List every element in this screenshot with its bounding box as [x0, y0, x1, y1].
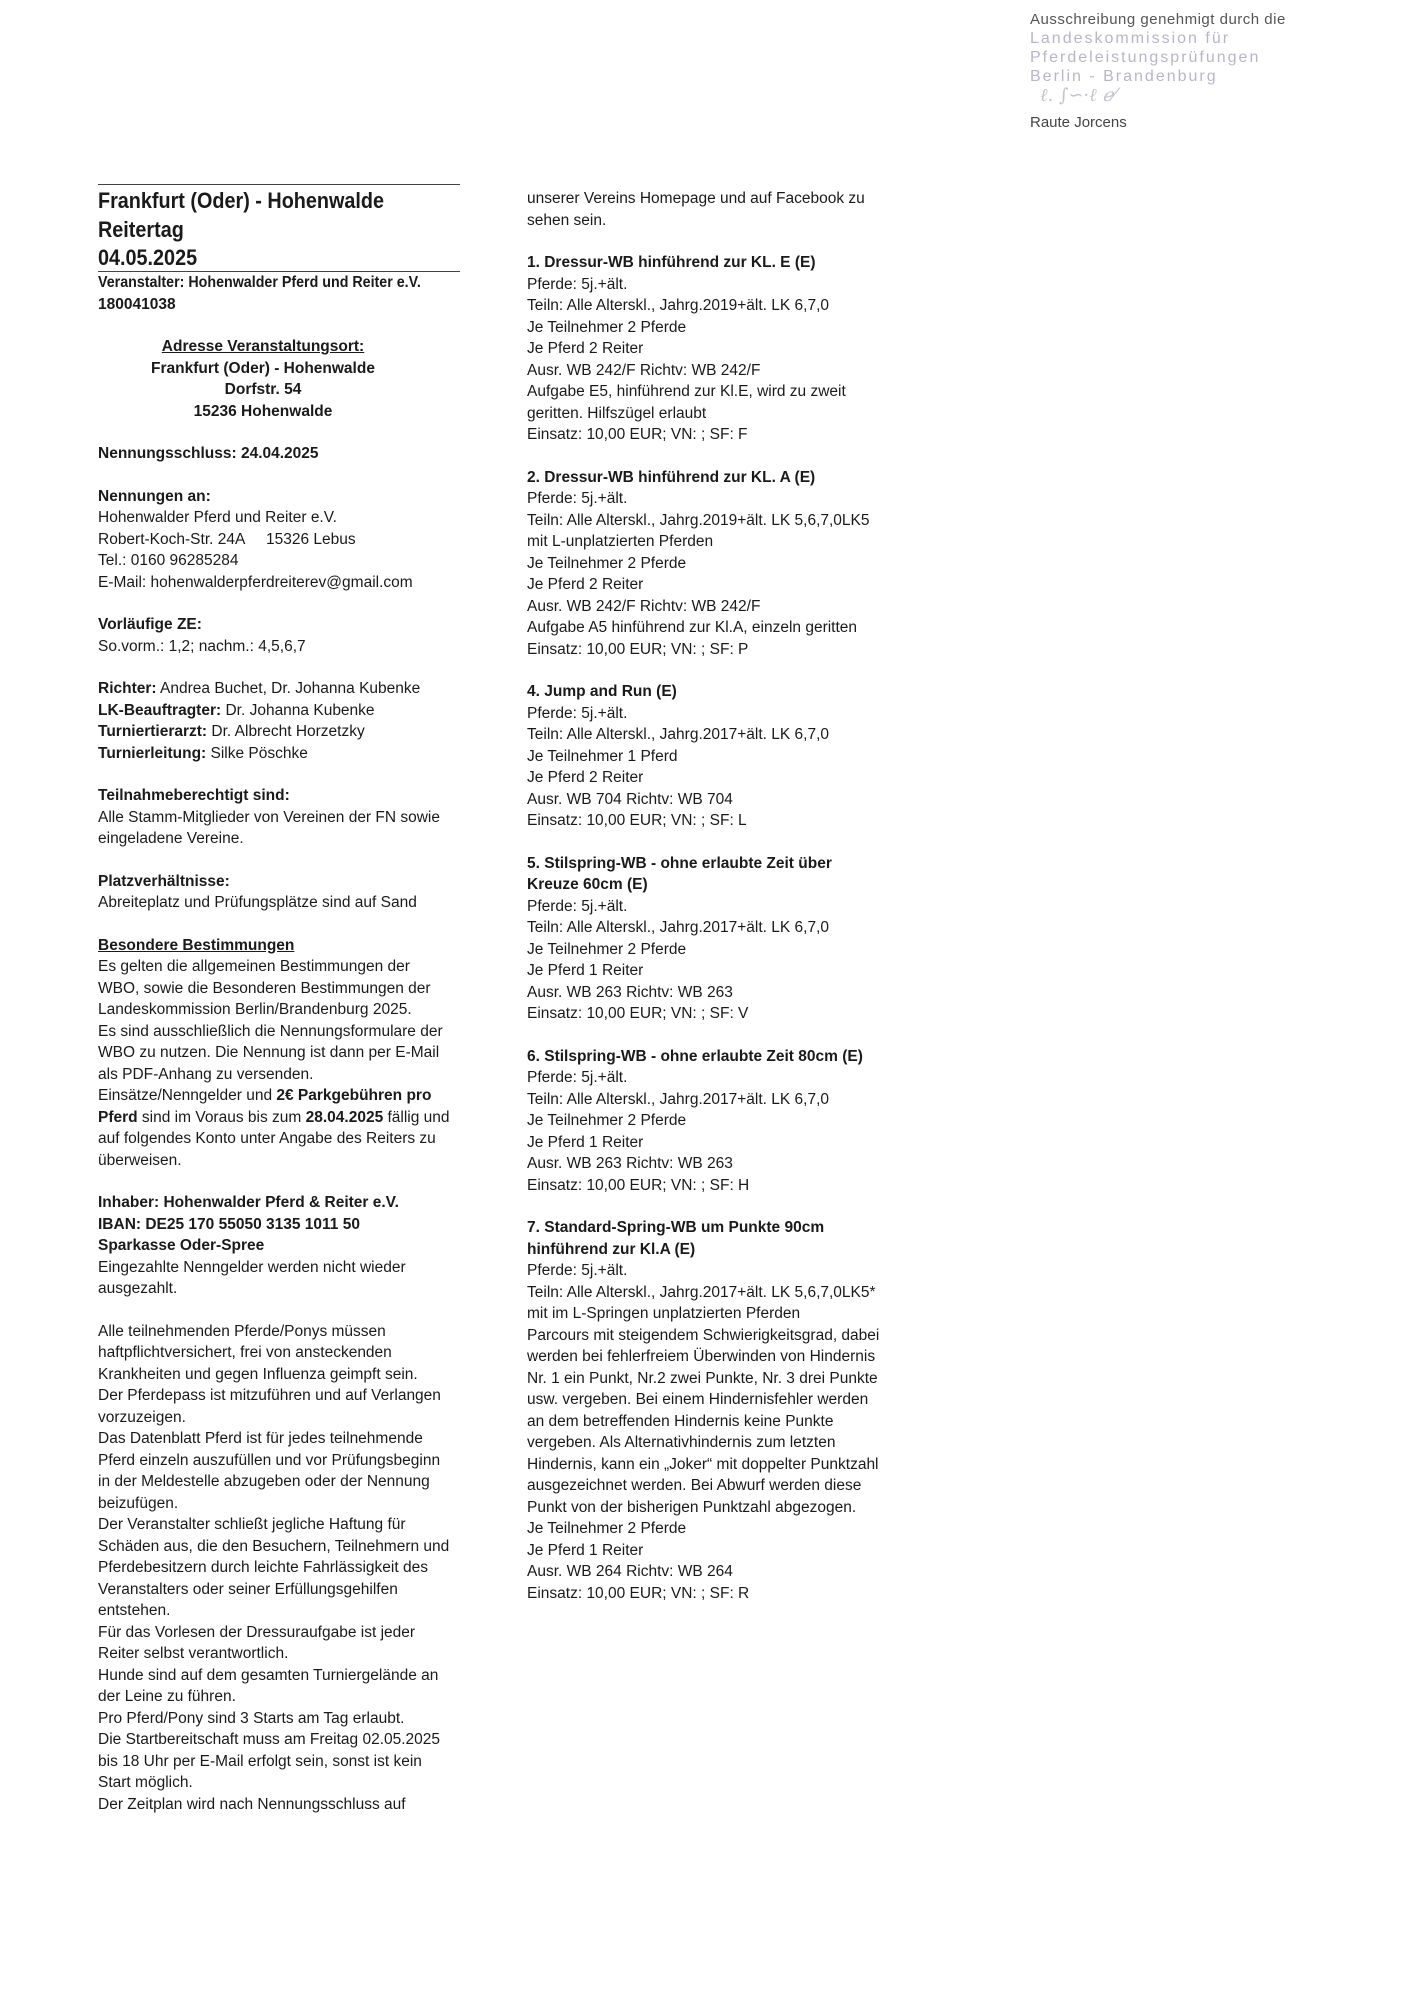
- venue-line: 15236 Hohenwalde: [193, 402, 333, 420]
- competition-item: [527, 467, 907, 661]
- competition-detail: mit L-unplatzierten Pferden: [527, 533, 714, 550]
- entries-heading: Nennungen an:: [98, 487, 211, 505]
- event-subtitle: Reitertag: [98, 217, 184, 242]
- competitions-list: [527, 252, 907, 1604]
- eligibility-line: eingeladene Vereine.: [98, 830, 244, 847]
- general-line: bis 18 Uhr per E-Mail erfolgt sein, sonst ist kein: [98, 1752, 422, 1770]
- competition-item: [527, 681, 907, 832]
- special-line: Es gelten die allgemeinen Bestimmungen der: [98, 958, 410, 975]
- competition-detail: mit im L-Springen unplatzierten Pferden: [527, 1305, 801, 1322]
- competition-detail: ausgezeichnet werden. Bei Abwurf werden diese: [527, 1477, 862, 1494]
- competition-detail: Ausr. WB 263 Richtv: WB 263: [527, 1155, 733, 1172]
- competition-detail: usw. vergeben. Bei einem Hindernisfehler werden: [527, 1391, 869, 1408]
- competition-detail: Einsatz: 10,00 EUR; VN: ; SF: V: [527, 1005, 749, 1022]
- competition-detail: Teiln: Alle Alterskl., Jahrg.2019+ält. LK 5,6,7,0LK5: [527, 511, 870, 529]
- competition-detail: Je Teilnehmer 2 Pferde: [527, 318, 687, 336]
- general-line: Schäden aus, die den Besuchern, Teilnehmern und: [98, 1537, 450, 1555]
- general-line: Das Datenblatt Pferd ist für jedes teilnehmende: [98, 1430, 423, 1447]
- eligibility-heading: Teilnahmeberechtigt sind:: [98, 787, 290, 804]
- competition-detail: Einsatz: 10,00 EUR; VN: ; SF: L: [527, 812, 747, 829]
- special-line: als PDF-Anhang zu versenden.: [98, 1065, 314, 1083]
- competition-title: 4. Jump and Run (E): [527, 683, 677, 700]
- official-row: Turniertierarzt: Dr. Albrecht Horzetzky: [98, 723, 365, 740]
- competition-item: [527, 1046, 907, 1197]
- right-column: [527, 188, 907, 1604]
- competition-detail: Ausr. WB 242/F Richtv: WB 242/F: [527, 361, 761, 379]
- stamp-header: Ausschreibung genehmigt durch die: [1030, 11, 1286, 28]
- competition-detail: Teiln: Alle Alterskl., Jahrg.2017+ält. LK 5,6,7,0LK5*: [527, 1283, 876, 1301]
- entries-line: Robert-Koch-Str. 24A 15326 Lebus: [98, 530, 356, 548]
- general-line: Hunde sind auf dem gesamten Turniergelände an: [98, 1666, 439, 1684]
- competition-detail: vergeben. Als Alternativhindernis zum letzten: [527, 1434, 836, 1451]
- venue-line: Dorfstr. 54: [224, 381, 302, 398]
- competition-detail: Einsatz: 10,00 EUR; VN: ; SF: P: [527, 640, 749, 658]
- official-row: Turnierleitung: Silke Pöschke: [98, 744, 308, 762]
- competition-item: [527, 853, 907, 1025]
- special-line: Landeskommission Berlin/Brandenburg 2025.: [98, 1001, 412, 1018]
- entry-deadline: Nennungsschluss: 24.04.2025: [98, 445, 319, 462]
- competition-detail: Je Pferd 1 Reiter: [527, 1541, 644, 1559]
- competition-title: 6. Stilspring-WB - ohne erlaubte Zeit 80cm (E): [527, 1047, 863, 1065]
- competition-detail: Pferde: 5j.+ält.: [527, 897, 628, 915]
- general-line: Die Startbereitschaft muss am Freitag 02.05.2025: [98, 1731, 441, 1748]
- competition-item: [527, 1217, 907, 1604]
- bank-iban: IBAN: DE25 170 55050 3135 1011 50: [98, 1215, 360, 1233]
- fee-line: Pferd sind im Voraus bis zum 28.04.2025 fällig und: [98, 1108, 450, 1126]
- fee-line: überweisen.: [98, 1151, 182, 1169]
- competition-detail: Teiln: Alle Alterskl., Jahrg.2017+ält. LK 6,7,0: [527, 726, 830, 743]
- competition-detail: Einsatz: 10,00 EUR; VN: ; SF: H: [527, 1176, 750, 1194]
- competition-detail: Je Pferd 2 Reiter: [527, 576, 644, 593]
- general-line: Der Pferdepass ist mitzuführen und auf Verlangen: [98, 1387, 441, 1404]
- competition-title: Kreuze 60cm (E): [527, 876, 648, 893]
- general-line: Der Zeitplan wird nach Nennungsschluss auf: [98, 1795, 406, 1813]
- competition-detail: Aufgabe E5, hinführend zur Kl.E, wird zu zweit: [527, 383, 846, 400]
- competition-detail: Nr. 1 ein Punkt, Nr.2 zwei Punkte, Nr. 3 drei Punkte: [527, 1369, 878, 1387]
- competition-detail: Ausr. WB 263 Richtv: WB 263: [527, 983, 733, 1001]
- competition-detail: Je Teilnehmer 2 Pferde: [527, 1520, 687, 1537]
- eligibility-line: Alle Stamm-Mitglieder von Vereinen der FN sowie: [98, 808, 440, 826]
- competition-detail: Parcours mit steigendem Schwierigkeitsgrad, dabei: [527, 1326, 880, 1344]
- entries-email: E-Mail: hohenwalderpferdreiterev@gmail.com: [98, 573, 413, 591]
- bank-line: Eingezahlte Nenngelder werden nicht wieder: [98, 1258, 406, 1276]
- general-line: in der Meldestelle abzugeben oder der Nennung: [98, 1473, 430, 1490]
- competition-detail: Je Pferd 1 Reiter: [527, 962, 644, 979]
- special-line: WBO, sowie die Besonderen Bestimmungen der: [98, 979, 431, 997]
- competition-detail: Je Teilnehmer 2 Pferde: [527, 940, 687, 958]
- competition-detail: Ausr. WB 264 Richtv: WB 264: [527, 1563, 733, 1580]
- general-line: haftpflichtversichert, frei von ansteckenden: [98, 1344, 392, 1361]
- general-line: beizufügen.: [98, 1494, 179, 1512]
- competition-detail: Pferde: 5j.+ält.: [527, 490, 628, 507]
- general-line: Veranstalters oder seiner Erfüllungsgehilfen: [98, 1580, 398, 1598]
- stamp-line-1: Landeskommission für: [1030, 30, 1231, 47]
- fee-line: auf folgendes Konto unter Angabe des Reiters zu: [98, 1130, 436, 1147]
- entries-line: Hohenwalder Pferd und Reiter e.V.: [98, 509, 337, 526]
- competition-title: 5. Stilspring-WB - ohne erlaubte Zeit über: [527, 854, 832, 872]
- competition-title: 1. Dressur-WB hinführend zur KL. E (E): [527, 254, 816, 271]
- competition-detail: Einsatz: 10,00 EUR; VN: ; SF: R: [527, 1584, 750, 1602]
- approval-stamp: [1030, 10, 1330, 132]
- intro-line: unserer Vereins Homepage und auf Facebook zu: [527, 190, 865, 207]
- organizer-id: 180041038: [98, 295, 176, 313]
- competition-detail: Je Teilnehmer 2 Pferde: [527, 1112, 687, 1129]
- competition-title: 7. Standard-Spring-WB um Punkte 90cm: [527, 1219, 825, 1236]
- competition-detail: Pferde: 5j.+ält.: [527, 1069, 628, 1086]
- general-line: Pro Pferd/Pony sind 3 Starts am Tag erlaubt.: [98, 1709, 405, 1727]
- stamp-signatory: Raute Jorcens: [1030, 114, 1127, 131]
- competition-detail: Einsatz: 10,00 EUR; VN: ; SF: F: [527, 426, 748, 443]
- competition-detail: Teiln: Alle Alterskl., Jahrg.2017+ält. LK 6,7,0: [527, 919, 830, 936]
- special-heading: Besondere Bestimmungen: [98, 936, 295, 954]
- official-row: LK-Beauftragter: Dr. Johanna Kubenke: [98, 701, 375, 719]
- competition-title: hinführend zur Kl.A (E): [527, 1240, 696, 1258]
- general-line: Der Veranstalter schließt jegliche Haftung für: [98, 1516, 406, 1533]
- left-column: [98, 186, 478, 1815]
- special-line: WBO zu nutzen. Die Nennung ist dann per E-Mail: [98, 1044, 440, 1061]
- general-line: Für das Vorlesen der Dressuraufgabe ist jeder: [98, 1623, 416, 1641]
- official-row: Richter: Andrea Buchet, Dr. Johanna Kubenke: [98, 680, 421, 697]
- competition-detail: Punkt von der bisherigen Punktzahl abgezogen.: [527, 1498, 857, 1516]
- competition-detail: Hindernis, kann ein „Joker“ mit doppelter Punktzahl: [527, 1455, 879, 1473]
- competition-detail: Je Teilnehmer 2 Pferde: [527, 554, 687, 572]
- competition-detail: Je Pferd 1 Reiter: [527, 1133, 644, 1151]
- header-rule: [98, 184, 460, 185]
- bank-holder: Inhaber: Hohenwalder Pferd & Reiter e.V.: [98, 1194, 399, 1211]
- grounds-text: Abreiteplatz und Prüfungsplätze sind auf Sand: [98, 894, 417, 911]
- general-line: Pferd einzeln auszufüllen und vor Prüfungsbeginn: [98, 1451, 441, 1469]
- competition-detail: Je Teilnehmer 1 Pferd: [527, 747, 678, 765]
- general-line: Alle teilnehmenden Pferde/Ponys müssen: [98, 1322, 386, 1340]
- general-line: vorzuzeigen.: [98, 1408, 186, 1426]
- schedule-heading: Vorläufige ZE:: [98, 616, 202, 633]
- stamp-line-2: Pferdeleistungsprüfungen: [1030, 49, 1261, 66]
- general-line: Krankheiten und gegen Influenza geimpft sein.: [98, 1365, 418, 1383]
- bank-line: ausgezahlt.: [98, 1280, 178, 1297]
- intro-line: sehen sein.: [527, 211, 607, 229]
- competition-detail: Je Pferd 2 Reiter: [527, 340, 644, 357]
- fee-line: Einsätze/Nenngelder und 2€ Parkgebühren pro: [98, 1087, 432, 1104]
- competition-detail: Pferde: 5j.+ält.: [527, 1262, 628, 1279]
- general-line: der Leine zu führen.: [98, 1688, 236, 1705]
- general-line: Reiter selbst verantwortlich.: [98, 1645, 289, 1662]
- competition-detail: Teiln: Alle Alterskl., Jahrg.2017+ält. LK 6,7,0: [527, 1090, 830, 1108]
- competition-detail: Je Pferd 2 Reiter: [527, 769, 644, 786]
- venue-line: Frankfurt (Oder) - Hohenwalde: [151, 359, 375, 377]
- competition-detail: werden bei fehlerfreiem Überwinden von Hindernis: [527, 1348, 876, 1365]
- competition-detail: Ausr. WB 242/F Richtv: WB 242/F: [527, 597, 761, 615]
- general-provisions: [98, 1321, 478, 1816]
- schedule-text: So.vorm.: 1,2; nachm.: 4,5,6,7: [98, 637, 306, 655]
- general-line: entstehen.: [98, 1602, 171, 1619]
- competition-detail: Teiln: Alle Alterskl., Jahrg.2019+ält. LK 6,7,0: [527, 297, 830, 314]
- general-line: Pferdebesitzern durch leichte Fahrlässigkeit des: [98, 1559, 428, 1576]
- competition-detail: Ausr. WB 704 Richtv: WB 704: [527, 790, 733, 808]
- competition-detail: Aufgabe A5 hinführend zur Kl.A, einzeln geritten: [527, 619, 858, 636]
- organizer: Veranstalter: Hohenwalder Pferd und Reiter e.V.: [98, 274, 421, 291]
- bank-name: Sparkasse Oder-Spree: [98, 1237, 265, 1254]
- stamp-line-3: Berlin - Brandenburg: [1030, 68, 1218, 85]
- general-line: Start möglich.: [98, 1774, 193, 1791]
- competition-detail: Pferde: 5j.+ält.: [527, 704, 628, 722]
- competition-item: [527, 252, 907, 446]
- special-line: Es sind ausschließlich die Nennungsformulare der: [98, 1022, 443, 1040]
- event-title: Frankfurt (Oder) - Hohenwalde: [98, 188, 385, 213]
- competition-detail: an dem betreffenden Hindernis keine Punkte: [527, 1412, 834, 1430]
- competition-detail: Pferde: 5j.+ält.: [527, 275, 628, 293]
- competition-detail: geritten. Hilfszügel erlaubt: [527, 404, 707, 422]
- grounds-heading: Platzverhältnisse:: [98, 872, 230, 890]
- event-date: 04.05.2025: [98, 244, 460, 272]
- entries-phone: Tel.: 0160 96285284: [98, 552, 239, 569]
- venue-heading: Adresse Veranstaltungsort:: [161, 338, 365, 355]
- handwritten-signature: ℓ. ∫∽·ℓ ℯ⁄: [1040, 85, 1116, 106]
- competition-title: 2. Dressur-WB hinführend zur KL. A (E): [527, 468, 816, 486]
